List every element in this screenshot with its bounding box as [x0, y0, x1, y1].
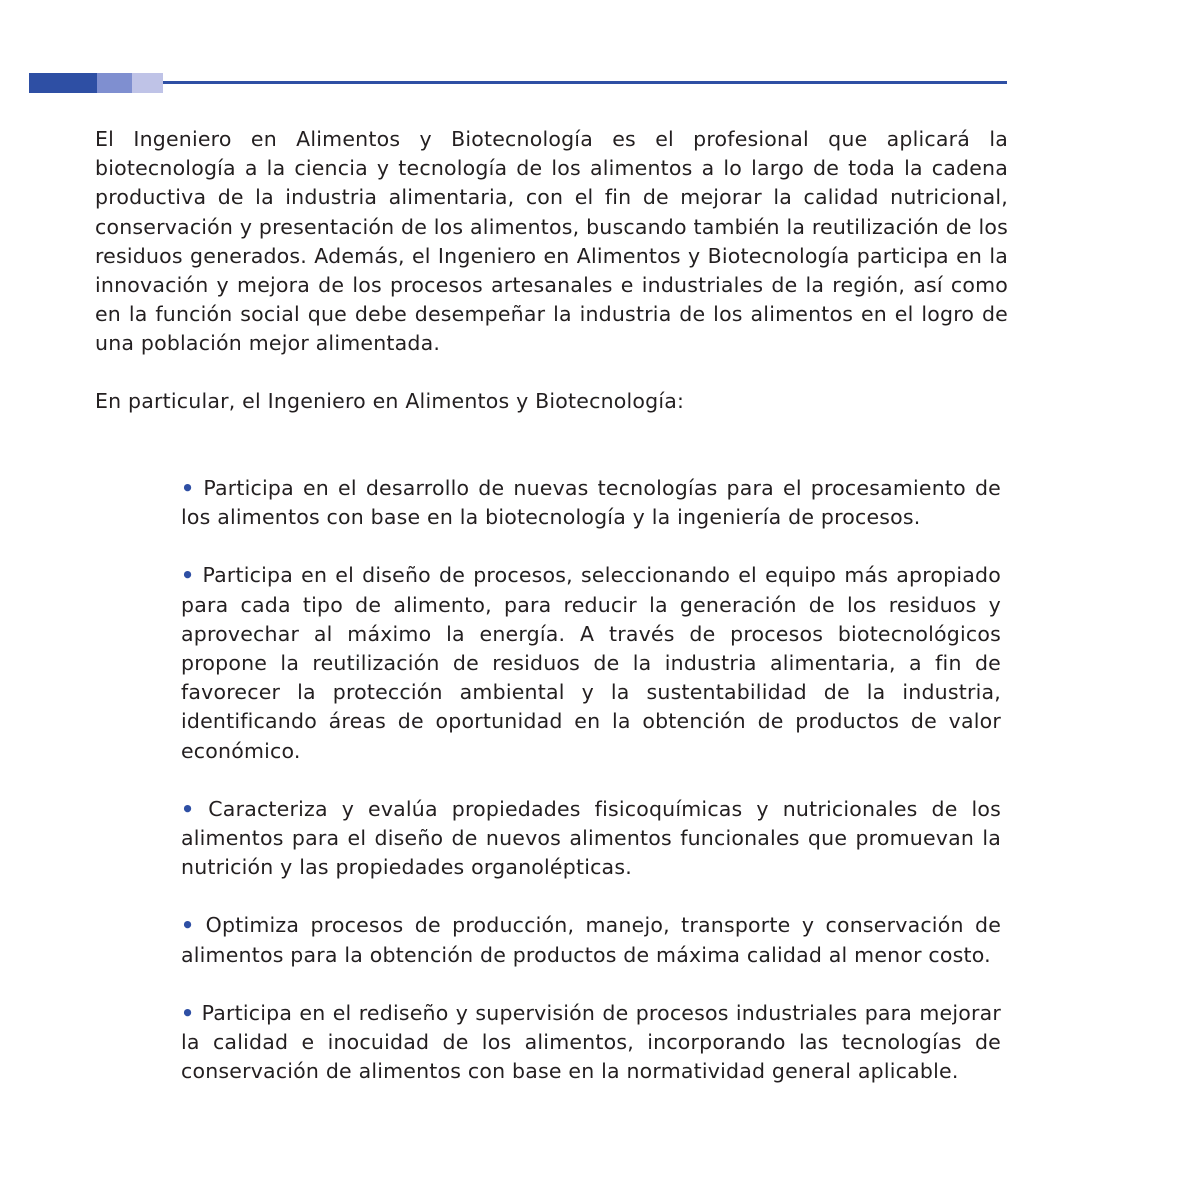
- lead-sentence: En particular, el Ingeniero en Alimentos y Biotecnología:: [95, 389, 685, 413]
- bullet-icon: •: [181, 913, 195, 938]
- list-item-text: Participa en el diseño de procesos, seleccionando el equipo más apropiado para cada tipo de alimento, para reducir la generación de los residuos y aprovechar al máximo la energía. A través de procesos biotecnológicos propone la reutilización de residuos de la industria alimentaria, a fin de favorecer la protección ambiental y la sustentabilidad de la industria, identificando áreas de oportunidad en la obtención de productos de valor económico.: [181, 563, 1002, 763]
- header-rule-line: [163, 81, 1007, 84]
- list-item: [181, 474, 1001, 532]
- list-item: [181, 561, 1001, 765]
- header-decorative-bar: [29, 73, 1007, 95]
- header-bar-segment-light: [132, 73, 163, 93]
- list-item: [181, 795, 1001, 883]
- list-item-text: Caracteriza y evalúa propiedades fisicoquímicas y nutricionales de los alimentos para el diseño de nuevos alimentos funcionales que promuevan la nutrición y las propiedades organolépticas.: [181, 796, 1001, 880]
- bullet-icon: •: [181, 476, 195, 500]
- intro-paragraph: El Ingeniero en Alimentos y Biotecnología es el profesional que aplicará la biotecnología a la ciencia y tecnología de los alimentos a lo largo de toda la cadena productiva de la industria alimentaria, con el fin de mejorar la calidad nutricional, conservación y presentación de los alimentos, buscando también la reutilización de los residuos generados. Además, el Ingeniero en Alimentos y Biotecnología participa en la innovación y mejora de los procesos artesanales e industriales de la región, así como en la función social que debe desempeñar la industria de los alimentos en el logro de una población mejor alimentada.: [95, 127, 1008, 356]
- list-item: [181, 911, 1001, 969]
- list-item-text: Participa en el desarrollo de nuevas tecnologías para el procesamiento de los alimentos con base en la biotecnología y la ingeniería de procesos.: [181, 476, 1001, 530]
- bullet-icon: •: [181, 796, 195, 821]
- bullet-icon: •: [181, 1000, 195, 1025]
- list-item-text: Optimiza procesos de producción, manejo, transporte y conservación de alimentos para la obtención de productos de máxima calidad al menor costo.: [181, 913, 1002, 967]
- header-bar-segment-dark: [29, 73, 97, 93]
- list-item: [181, 999, 1001, 1087]
- competencies-list: [181, 474, 1001, 1115]
- bullet-icon: •: [181, 563, 195, 588]
- header-bar-segment-mid: [97, 73, 132, 93]
- list-item-text: Participa en el rediseño y supervisión de procesos industriales para mejorar la calidad e inocuidad de los alimentos, incorporando las tecnologías de conservación de alimentos con base en la normatividad general aplicable.: [181, 1000, 1002, 1084]
